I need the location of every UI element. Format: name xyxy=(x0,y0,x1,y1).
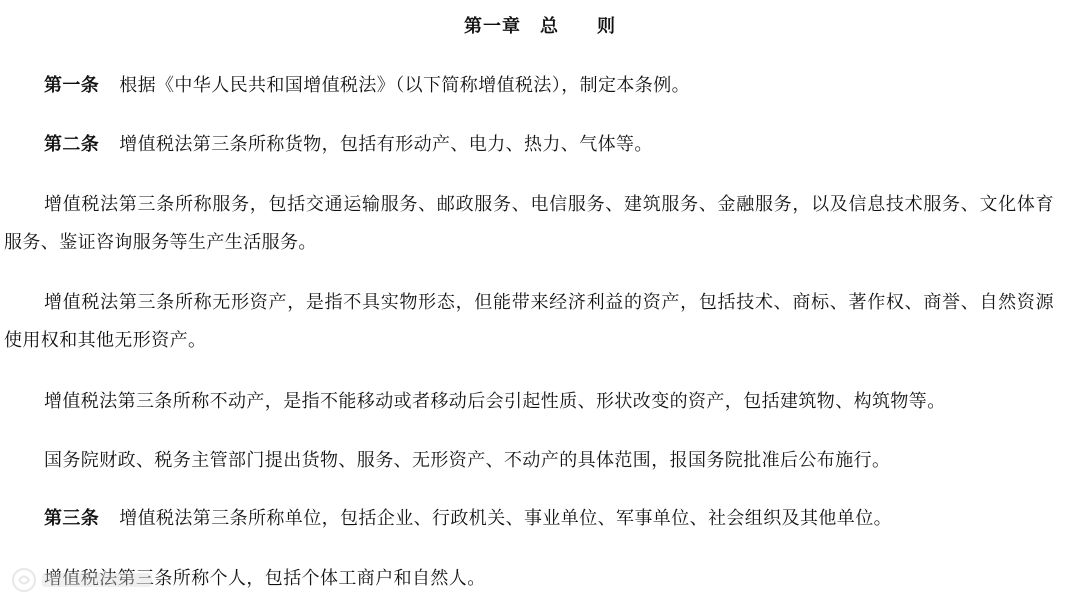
article-1-label: 第一条 xyxy=(44,75,100,96)
article-3-text: 增值税法第三条所称单位，包括企业、行政机关、事业单位、军事单位、社会组织及其他单位。 xyxy=(119,508,892,529)
article-2-label: 第二条 xyxy=(44,134,100,155)
watermark-logo-icon xyxy=(10,565,160,595)
scope-paragraph: 国务院财政、税务主管部门提出货物、服务、无形资产、不动产的具体范围，报国务院批准后公布施行。 xyxy=(44,450,891,471)
article-3-paragraph xyxy=(4,500,1054,538)
chapter-title: 第一章 总 则 xyxy=(464,16,616,37)
services-paragraph: 增值税法第三条所称服务，包括交通运输服务、邮政服务、电信服务、建筑服务、金融服务，以及信息技术服务、文化体育服务、鉴证咨询服务等生产生活服务。 xyxy=(4,194,1054,253)
article-2-text: 增值税法第三条所称货物，包括有形动产、电力、热力、气体等。 xyxy=(119,134,653,155)
article-1-text: 根据《中华人民共和国增值税法》（以下简称增值税法），制定本条例。 xyxy=(119,75,690,96)
article-3-label: 第三条 xyxy=(44,508,100,529)
article-2-paragraph xyxy=(4,126,1054,164)
intangible-assets-paragraph: 增值税法第三条所称无形资产，是指不具实物形态，但能带来经济利益的资产，包括技术、商标、著作权、商誉、自然资源使用权和其他无形资产。 xyxy=(4,292,1054,351)
article-1-paragraph xyxy=(4,67,1054,105)
real-estate-paragraph: 增值税法第三条所称不动产，是指不能移动或者移动后会引起性质、形状改变的资产，包括建筑物、构筑物等。 xyxy=(44,391,946,412)
individuals-paragraph: 增值税法第三条所称个人，包括个体工商户和自然人。 xyxy=(44,568,486,589)
